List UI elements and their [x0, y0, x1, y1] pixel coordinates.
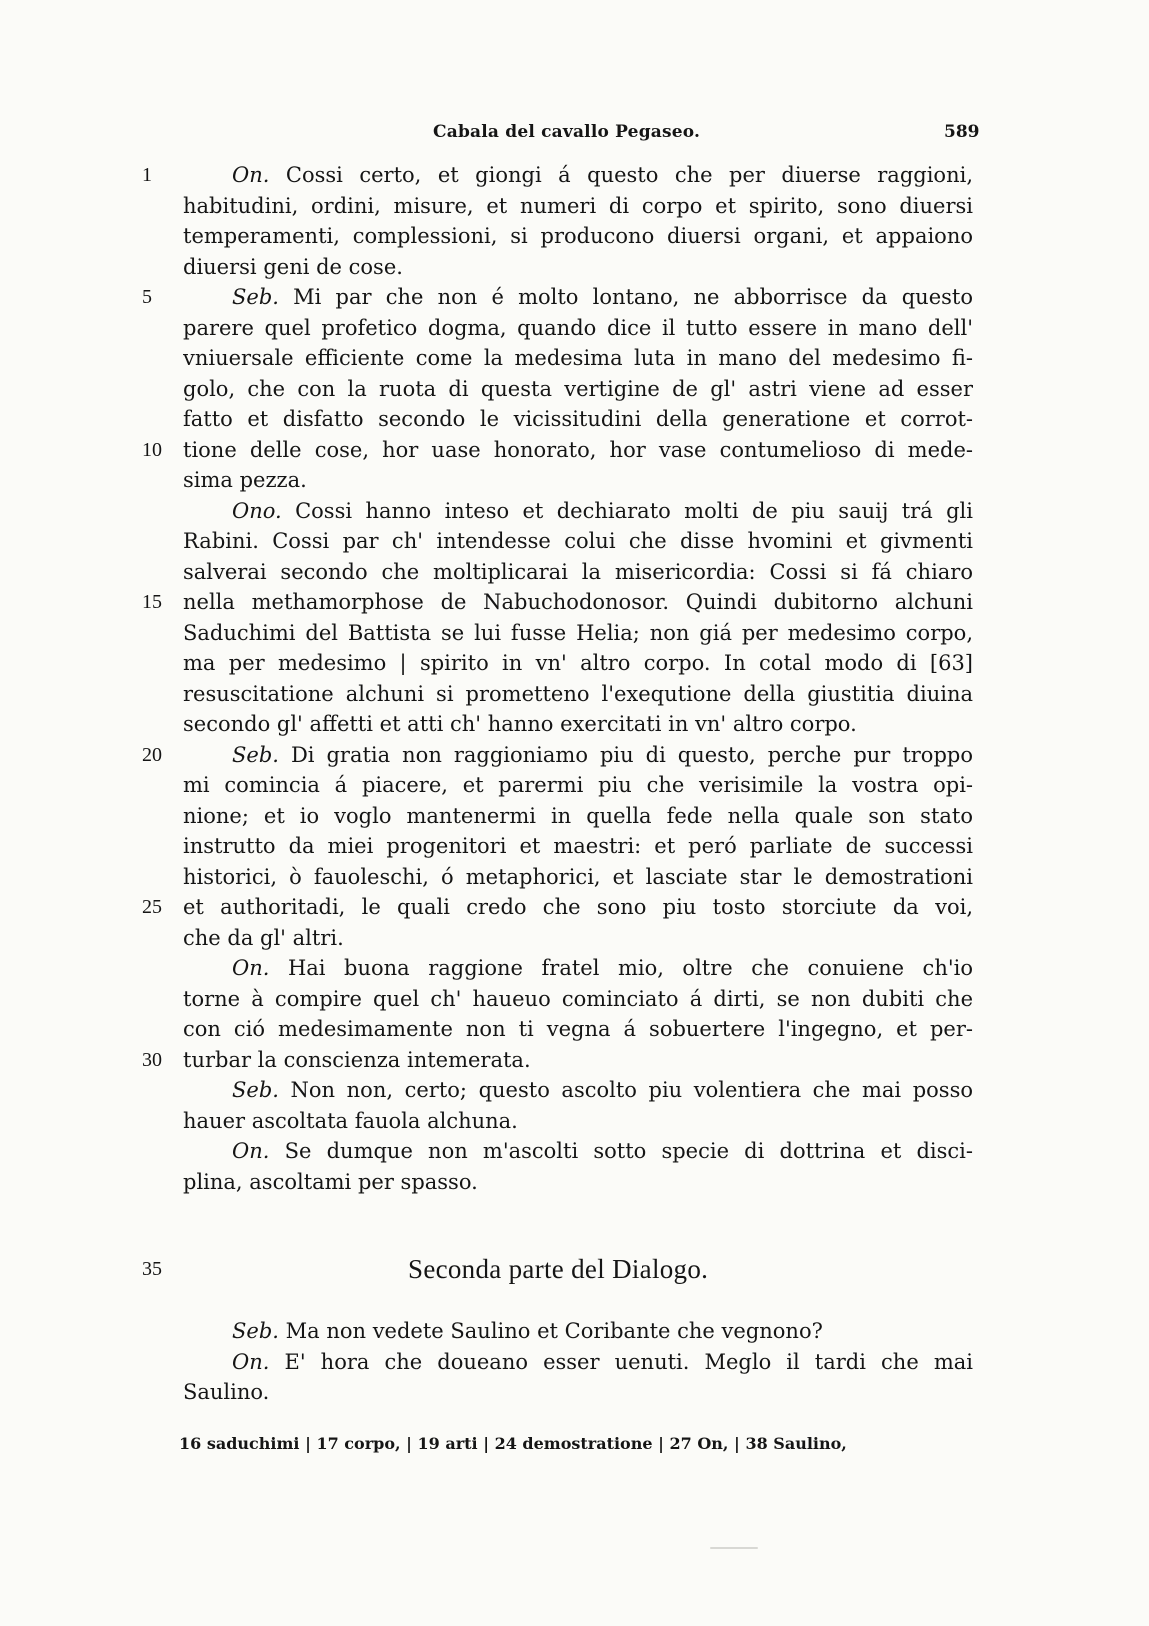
line-text [183, 252, 973, 283]
line-body: fatto et disfatto secondo le vicissitudini della generatione et corrot- [183, 407, 973, 431]
text-line [0, 892, 1149, 923]
line-body: resuscitatione alchuni si prometteno l'exequtione della giustitia diuina [183, 681, 973, 706]
line-body: salverai secondo che moltiplicarai la misericordia: Cossi si fá chiaro [183, 559, 973, 584]
line-text [183, 709, 973, 740]
line-text [232, 740, 973, 771]
line-text [232, 282, 973, 313]
text-line [0, 1106, 1149, 1137]
line-text [183, 191, 973, 222]
line-body: temperamenti, complessioni, si producono diuersi organi, et appaiono [183, 224, 973, 248]
line-text [183, 801, 973, 832]
line-text [232, 953, 973, 984]
text-line [0, 984, 1149, 1015]
line-body: vniuersale efficiente come la medesima luta in mano del medesimo fi- [183, 346, 973, 370]
line-body: E' hora che doueano esser uenuti. Meglo il tardi che mai [284, 1349, 973, 1374]
line-body: nella methamorphose de Nabuchodonosor. Quindi dubitorno alchuni [183, 590, 973, 614]
text-line [0, 679, 1149, 710]
line-text [183, 343, 973, 374]
line-text [183, 435, 973, 466]
line-body: torne à compire quel ch' haueuo cominciato á dirti, se non dubiti che [183, 986, 973, 1011]
line-body: diuersi geni de cose. [183, 254, 403, 279]
line-body: Cossi certo, et giongi á questo che per diuerse raggioni, [285, 163, 973, 187]
line-text [183, 862, 973, 893]
text-line [0, 160, 1149, 191]
text-line [0, 862, 1149, 893]
speaker-label: On. [232, 1139, 270, 1163]
line-text [183, 465, 973, 496]
line-number: 30 [142, 1048, 162, 1071]
text-line [0, 313, 1149, 344]
line-number: 10 [142, 438, 162, 461]
line-text [183, 404, 973, 435]
line-body: Non non, certo; questo ascolto piu volentiera che mai posso [290, 1078, 973, 1102]
line-body: secondo gl' affetti et atti ch' hanno exercitati in vn' altro corpo. [183, 712, 857, 736]
running-header [0, 118, 1149, 148]
line-text [183, 221, 973, 252]
line-text [183, 526, 973, 557]
line-body: Saulino. [183, 1380, 270, 1404]
line-body: Cossi hanno inteso et dechiarato molti de piu sauij trá gli [295, 498, 973, 523]
speaker-label: On. [232, 1349, 270, 1374]
line-text [183, 892, 973, 923]
speaker-label: Seb. [232, 1078, 279, 1102]
line-body: sima pezza. [183, 468, 307, 492]
line-number: 5 [142, 286, 152, 308]
line-body: golo, che con la ruota di questa vertigine de gl' astri viene ad esser [183, 376, 973, 401]
section-heading [0, 1254, 1149, 1294]
text-line [0, 1167, 1149, 1198]
line-body: Saduchimi del Battista se lui fusse Helia; non giá per medesimo corpo, [183, 620, 973, 645]
text-line [0, 1347, 1149, 1378]
dialogue-text-block-2 [0, 1316, 1149, 1408]
line-body: Ma non vedete Saulino et Coribante che vegnono? [285, 1319, 823, 1343]
critical-apparatus-footnote: 16 saduchimi | 17 corpo, | 19 arti | 24 demostratione | 27 On, | 38 Saulino, [179, 1434, 847, 1453]
text-line [0, 923, 1149, 954]
line-body: Hai buona raggione fratel mio, oltre che conuiene ch'io [287, 956, 973, 980]
text-line [0, 1136, 1149, 1167]
line-text [232, 160, 973, 191]
scan-smudge [710, 1547, 758, 1549]
text-line [0, 1045, 1149, 1076]
line-text [183, 648, 973, 679]
line-text [183, 1377, 973, 1408]
text-line [0, 1316, 1149, 1347]
line-text [183, 618, 973, 649]
line-text [183, 770, 973, 801]
text-line [0, 1014, 1149, 1045]
text-line [0, 587, 1149, 618]
speaker-label: On. [232, 956, 270, 980]
section-title: Seconda parte del Dialogo. [408, 1254, 709, 1284]
line-body: nione; et io voglo mantenermi in quella fede nella quale son stato [183, 803, 973, 828]
line-text [183, 557, 973, 588]
line-text [183, 923, 973, 954]
line-number: 15 [142, 591, 162, 613]
line-body: Rabini. Cossi par ch' intendesse colui che disse hvomini et givmenti [183, 529, 973, 553]
running-title: Cabala del cavallo Pegaseo. [433, 122, 701, 142]
line-text [183, 679, 973, 710]
line-number: 25 [142, 896, 162, 918]
text-line [0, 343, 1149, 374]
line-body: plina, ascoltami per spasso. [183, 1169, 478, 1194]
text-line [0, 770, 1149, 801]
text-line [0, 496, 1149, 527]
line-text [232, 1316, 973, 1347]
speaker-label: On. [232, 163, 270, 187]
line-body: mi comincia á piacere, et parermi piu che verisimile la vostra opi- [183, 773, 973, 797]
text-line [0, 221, 1149, 252]
line-body: historici, ò fauoleschi, ó metaphorici, et lasciate star le demostrationi [183, 864, 973, 889]
line-number: 20 [142, 743, 162, 766]
line-text [183, 1106, 973, 1137]
line-body: con ció medesimamente non ti vegna á sobuertere l'ingegno, et per- [183, 1017, 973, 1041]
line-text [232, 1075, 973, 1106]
line-number: 1 [142, 164, 152, 186]
line-text [183, 831, 973, 862]
text-line [0, 618, 1149, 649]
line-body: parere quel profetico dogma, quando dice il tutto essere in mano dell' [183, 315, 973, 340]
line-body: turbar la conscienza intemerata. [183, 1047, 531, 1072]
line-body: tione delle cose, hor uase honorato, hor vase contumelioso di mede- [183, 437, 973, 462]
text-line [0, 526, 1149, 557]
text-line [0, 1377, 1149, 1408]
line-body: ma per medesimo | spirito in vn' altro corpo. In cotal modo di [63] [183, 651, 973, 675]
text-line [0, 557, 1149, 588]
text-line [0, 404, 1149, 435]
line-body: et authoritadi, le quali credo che sono piu tosto storciute da voi, [183, 895, 973, 919]
dialogue-text-block [0, 160, 1149, 1197]
text-line [0, 801, 1149, 832]
line-text [183, 984, 973, 1015]
line-body: che da gl' altri. [183, 925, 344, 950]
text-line [0, 465, 1149, 496]
line-body: habitudini, ordini, misure, et numeri di corpo et spirito, sono diuersi [183, 193, 973, 218]
line-text [183, 1045, 973, 1076]
text-line [0, 831, 1149, 862]
line-text [232, 496, 973, 527]
speaker-label: Ono. [232, 498, 282, 523]
line-number: 35 [142, 1258, 162, 1280]
line-text [183, 313, 973, 344]
line-text [183, 374, 973, 405]
text-line [0, 740, 1149, 771]
line-text [183, 587, 973, 618]
text-line [0, 374, 1149, 405]
text-line [0, 1075, 1149, 1106]
line-text [183, 1014, 973, 1045]
line-body: Mi par che non é molto lontano, ne abborrisce da questo [293, 285, 973, 309]
speaker-label: Seb. [232, 742, 279, 767]
speaker-label: Seb. [232, 285, 279, 309]
line-body: Se dumque non m'ascolti sotto specie di dottrina et disci- [284, 1139, 973, 1163]
text-line [0, 953, 1149, 984]
text-line [0, 252, 1149, 283]
speaker-label: Seb. [232, 1319, 279, 1343]
text-line [0, 709, 1149, 740]
line-body: instrutto da miei progenitori et maestri: et peró parliate de successi [183, 834, 973, 858]
line-text [232, 1347, 973, 1378]
text-line [0, 191, 1149, 222]
text-line [0, 648, 1149, 679]
page-number: 589 [944, 122, 980, 142]
line-body: hauer ascoltata fauola alchuna. [183, 1108, 518, 1133]
line-text [232, 1136, 973, 1167]
line-text [183, 1167, 973, 1198]
text-line [0, 282, 1149, 313]
text-line [0, 435, 1149, 466]
line-body: Di gratia non raggioniamo piu di questo, perche pur troppo [290, 742, 973, 767]
